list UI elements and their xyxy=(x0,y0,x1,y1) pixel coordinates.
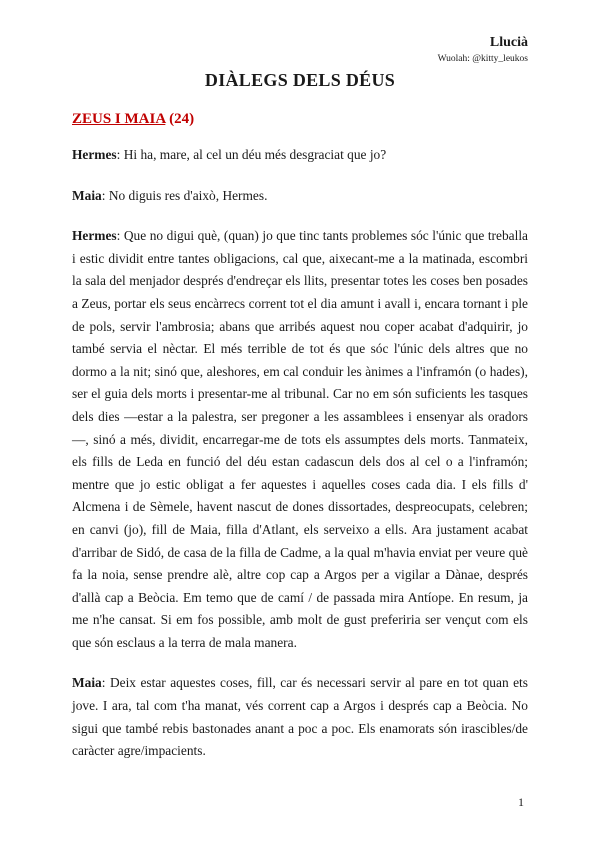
speech-text: No diguis res d'això, Hermes. xyxy=(108,187,268,203)
speaker-name: Hermes xyxy=(72,228,117,244)
speaker-name: Maia xyxy=(72,187,102,203)
dialogue-body xyxy=(72,144,528,781)
author-handle: Wuolah: @kitty_leukos xyxy=(437,54,528,64)
speaker-name: Hermes xyxy=(72,147,117,162)
dialogue-paragraph: Maia: No diguis res d'això, Hermes. xyxy=(72,187,268,203)
section-number: (24) xyxy=(169,111,195,127)
dialogue-paragraph: Maia: Deix estar aquestes coses, fill, car és necessari servir al pare en tot quan ets jove. I ara, tal com t'ha manat, vés corrent cap a Argos i després cap a Beòcia. No sigui que també rebis bastonades anant a poc a poc. Els enamorats són irascibles/de caràcter agre/impacients. xyxy=(72,675,528,759)
dialogue-paragraph: Hermes: Que no digui què, (quan) jo que tinc tants problemes sóc l'únic que treballa i estic dividit entre tantes obligacions, cal que, aixecant-me a la matinada, escombri la sala del menjador després d'endreçar els llits, presentar totes les coses ben posades a Zeus, portar els seus encàrrecs corrent tot el dia amunt i avall i, encara tornant i ple de pols, servir l'ambrosia; abans que arribés aquest nou coper acabat d'adquirir, jo també servia el nèctar. El més terrible de tot és que sóc l'únic dels altres que no dormo a la nit; sinó que, aleshores, em cal conduir les ànimes a l'inframón (o hades), ser el guia dels morts i presentar-me al tribunal. Car no em són suficients les tasques dels dies —estar a la palestra, ser pregoner a les assamblees i ensenyar als oradors—, sinó a més, dividit, encarregar-me de tots els assumptes dels morts. Tanmateix, els fills de Leda en funció del déu estan cadascun dels dos al cel o a l'inframón; mentre que jo estic obligat a fer aquestes i aquelles coses cada dia. I els fills d' Alcmena i de Sèmele, havent nascut de dones dissortades, despreocupats, celebren; en canvi (jo), fill de Maia, filla d'Atlant, els serveixo a ells. Ara justament acabat d'arribar de Sidó, de casa de la filla de Cadme, a la qual m'havia enviat per veure què fa la noia, sense prendre alè, altre cop cap a Argos per a vigilar a Dànae, després d'allà cap a Beòcia. Em temo que de camí / de passada mira Antíope. En resum, ja me n'he cansat. Si em fos possible, amb molt de gust preferiria ser vençut com els que són esclaus a la terra de mala manera. xyxy=(72,228,528,650)
section-heading xyxy=(72,111,194,128)
page-number: 1 xyxy=(518,795,524,809)
speaker-name: Maia xyxy=(72,675,102,691)
page-header xyxy=(438,34,528,65)
speech-text: Deix estar aquestes coses, fill, car és necessari servir al pare en tot quan ets jove. I ara, tal com t'ha manat, vés corrent cap a Argos i després cap a Beòcia. No sigui que també rebis bastonades anant a poc a poc. Els enamorats són irascibles/de caràcter agre/impacients. xyxy=(72,675,528,759)
section-name: ZEUS I MAIA xyxy=(72,111,166,127)
speech-text: Hi ha, mare, al cel un déu més desgraciat que jo? xyxy=(123,147,387,162)
speech-text: Que no digui què, (quan) jo que tinc tants problemes sóc l'únic que treballa i estic dividit entre tantes obligacions, cal que, aixecant-me a la matinada, escombri la sala del menjador després d'endreçar els llits, presentar totes les coses ben posades a Zeus, portar els seus encàrrecs corrent tot el dia amunt i avall i, encara tornant i ple de pols, servir l'ambrosia; abans que arribés aquest nou coper acabat d'adquirir, jo també servia el nèctar. El més terrible de tot és que sóc l'únic dels altres que no dormo a la nit; sinó que, aleshores, em cal conduir les ànimes a l'inframón (o hades), ser el guia dels morts i presentar-me al tribunal. Car no em són suficients les tasques dels dies —estar a la palestra, ser pregoner a les assamblees i ensenyar als oradors—, sinó a més, dividit, encarregar-me de tots els assumptes dels morts. Tanmateix, els fills de Leda en funció del déu estan cadascun dels dos al cel o a l'inframón; mentre que jo estic obligat a fer aquestes i aquelles coses cada dia. I els fills d' Alcmena i de Sèmele, havent nascut de dones dissortades, despreocupats, celebren; en canvi (jo), fill de Maia, filla d'Atlant, els serveixo a ells. Ara justament acabat d'arribar de Sidó, de casa de la filla de Cadme, a la qual m'havia enviat per veure què fa la noia, sense prendre alè, altre cop cap a Argos per a vigilar a Dànae, després d'allà cap a Beòcia. Em temo que de camí / de passada mira Antíope. En resum, ja me n'he cansat. Si em fos possible, amb molt de gust preferiria ser vençut com els que són esclaus a la terra de mala manera. xyxy=(72,228,528,650)
document-title: DIÀLEGS DELS DÉUS xyxy=(204,70,396,90)
author-name: Llucià xyxy=(489,35,528,50)
dialogue-paragraph: Hermes: Hi ha, mare, al cel un déu més desgraciat que jo? xyxy=(72,147,387,162)
